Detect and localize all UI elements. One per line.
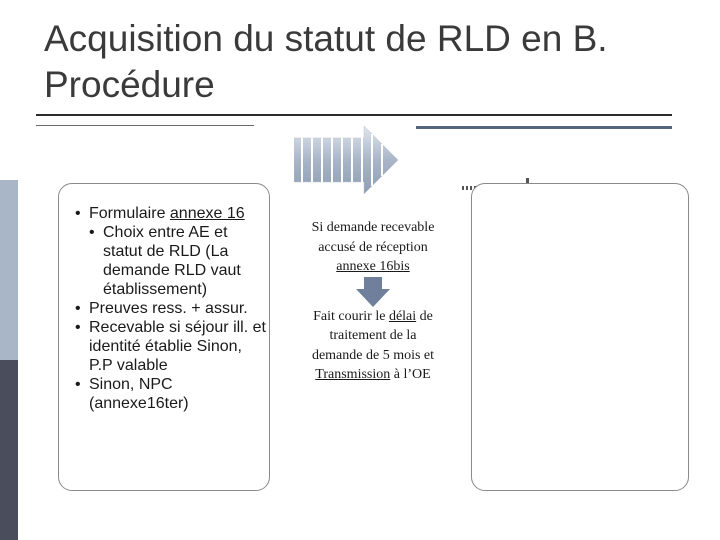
title-line-2: Procédure <box>44 64 215 105</box>
title-line-1: Acquisition du statut de RLD en B. <box>44 18 608 59</box>
bullet-icon: • <box>75 376 81 393</box>
list-item <box>59 375 269 413</box>
annexe-16-link[interactable]: annexe 16 <box>169 205 245 222</box>
left-band-dark <box>0 360 18 540</box>
item-text: Preuves ress. + assur. <box>89 300 248 317</box>
list-subitem <box>59 223 269 299</box>
delai-link[interactable]: délai <box>388 308 417 324</box>
slide-title <box>44 16 684 108</box>
list-item <box>59 204 269 223</box>
item-text: Recevable si séjour ill. et identité établie Sinon, P.P valable <box>89 319 266 374</box>
bullet-icon: • <box>75 205 81 222</box>
list-item <box>59 299 269 318</box>
empty-content-box <box>471 183 689 491</box>
title-rule-right <box>416 126 672 129</box>
transmission-link[interactable]: Transmission <box>315 367 391 382</box>
bullet-icon: • <box>75 319 81 336</box>
procedure-steps-box <box>58 183 270 491</box>
list-item <box>59 318 269 375</box>
item-text: Choix entre AE et statut de RLD (La demande RLD vaut établissement) <box>103 224 241 298</box>
item-text: Formulaire <box>89 205 170 222</box>
annexe-16bis-link[interactable]: annexe 16bis <box>336 259 410 274</box>
bullet-icon: • <box>89 224 95 241</box>
center-explanation <box>304 218 442 385</box>
title-rule-dark <box>36 114 672 116</box>
bullet-icon: • <box>75 300 81 317</box>
acknowledgement-text: Si demande recevable accusé de réception annexe 16bis <box>311 220 435 274</box>
title-rule-left <box>36 125 254 126</box>
deadline-text: Fait courir le délai de traitement de la demande de 5 mois et Transmission à l’OE <box>311 308 435 382</box>
striped-right-arrow-icon <box>294 126 398 194</box>
left-band-top <box>0 0 18 180</box>
left-band-light <box>0 180 18 360</box>
down-arrow-icon <box>356 277 390 307</box>
item-text: Sinon, NPC (annexe16ter) <box>89 376 189 412</box>
